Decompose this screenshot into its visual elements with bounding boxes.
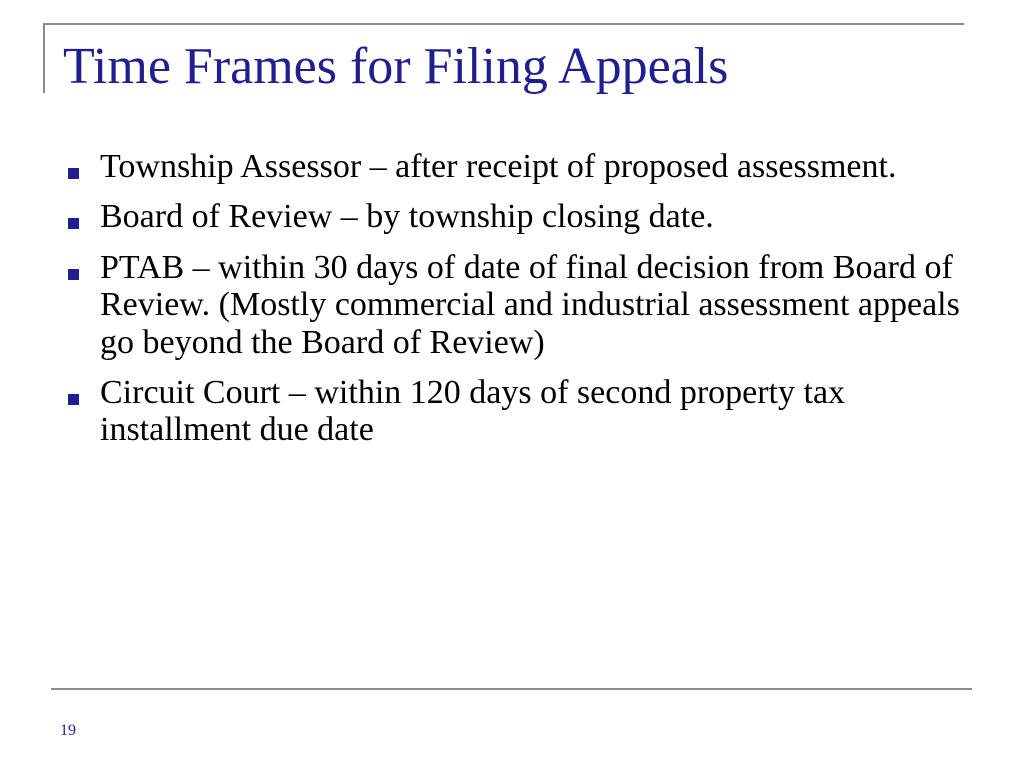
bullet-text: PTAB – within 30 days of date of final decision from Board of Review. (Mostly commercial and industrial assessment appeals go beyond the Board of Review) [100,248,960,361]
title-frame-top-line [43,23,964,25]
bullet-list [64,148,974,462]
bullet-item-board-of-review [64,198,974,235]
bullet-item-township-assessor [64,148,974,185]
square-bullet-icon [68,218,79,229]
bullet-text: Circuit Court – within 120 days of second property tax installment due date [100,373,846,449]
square-bullet-icon [68,394,79,405]
bullet-text: Board of Review – by township closing date. [100,198,714,236]
bullet-text: Township Assessor – after receipt of proposed assessment. [100,148,897,185]
bullet-item-circuit-court [64,374,974,449]
footer-divider [51,688,972,690]
bullet-item-ptab [64,249,974,361]
title-frame-left-line [43,23,45,93]
square-bullet-icon [68,168,79,179]
slide-title: Time Frames for Filing Appeals [63,38,729,95]
page-number: 19 [60,722,76,739]
square-bullet-icon [68,269,79,280]
